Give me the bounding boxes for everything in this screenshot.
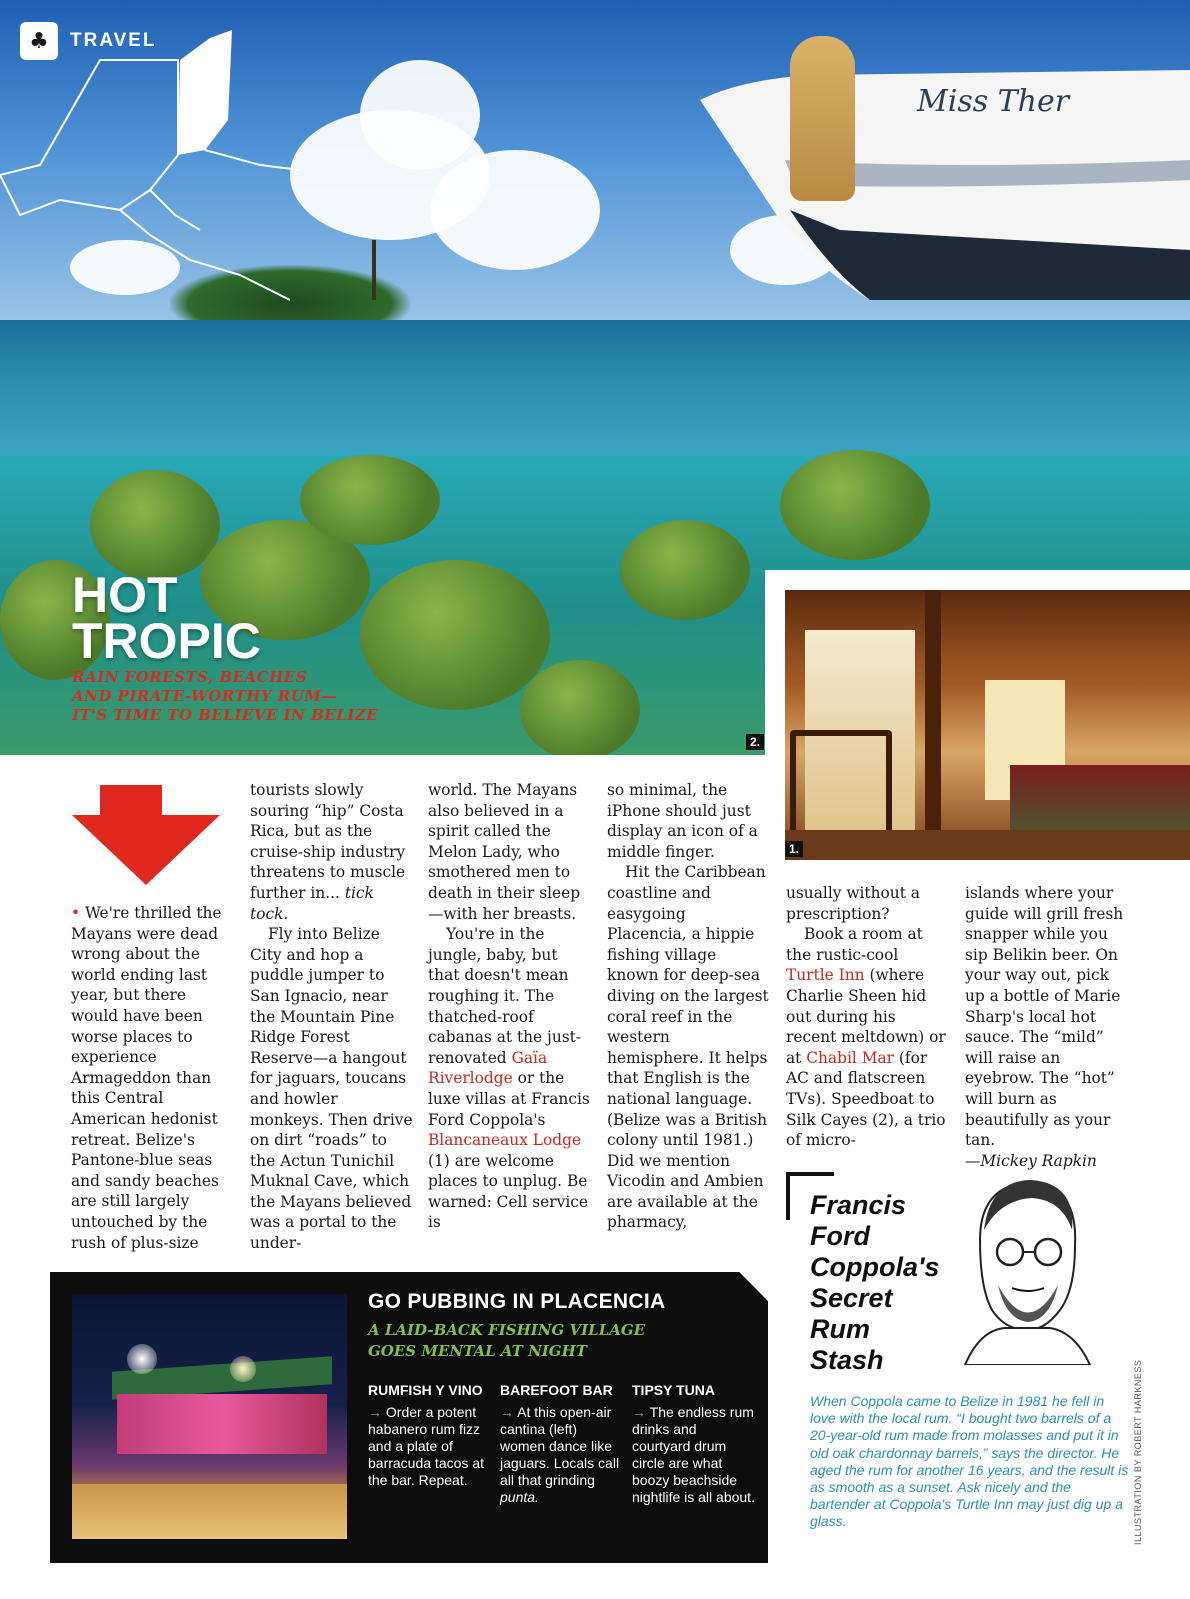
paragraph <box>428 924 590 1233</box>
paragraph-text: (1) are welcome places to unplug. Be warned: Cell service is <box>428 1151 588 1232</box>
pub-description <box>632 1404 757 1506</box>
cloud <box>360 60 480 170</box>
sidebar-bracket-top <box>786 1172 834 1176</box>
deck-line: AND PIRATE-WORTHY RUM— <box>72 687 337 705</box>
blancaneaux-lodge-link[interactable]: Blancaneaux Lodge <box>428 1131 582 1150</box>
byline-text: —Mickey Rapkin <box>965 1151 1097 1170</box>
pub-text: Order a potent habanero rum fizz and a plate of barracuda tacos at the bar. Repeat. <box>368 1404 484 1488</box>
paragraph: Fly into Belize City and hop a puddle jumper to San Ignacio, near the Mountain Pine Ridge Forest Reserve—a hangout for jaguars, toucans and howler monkeys. Then drive on dirt “roads” to the Actun Tunichil Muknal Cave, which the Mayans believed was a portal to the under- <box>250 925 413 1253</box>
bunny-logo-icon: ♣ <box>20 22 58 60</box>
article-title <box>72 567 261 669</box>
deck-line: IT'S TIME TO BELIEVE IN BELIZE <box>72 706 379 724</box>
coral <box>520 660 640 755</box>
photo-number: 2. <box>746 734 764 750</box>
pub-item-tipsy-tuna <box>632 1382 757 1506</box>
light-glow <box>127 1344 157 1374</box>
pub-item-barefoot <box>500 1382 625 1506</box>
article-column-5 <box>786 883 948 1151</box>
paragraph: so minimal, the iPhone should just display an icon of a middle finger. <box>607 781 758 861</box>
chabil-mar-link[interactable]: Chabil Mar <box>806 1048 895 1067</box>
pub-name: BAREFOOT BAR <box>500 1382 613 1398</box>
article-column-2 <box>250 780 415 1254</box>
palm-tree <box>372 240 376 300</box>
coral <box>300 455 440 545</box>
pub-text-italic: punta. <box>500 1489 539 1505</box>
title-line: Secret <box>810 1283 893 1313</box>
sidebar-text: When Coppola came to Belize in 1981 he fell in love with the local rum. “I bought two barrels of a 20-year-old rum made from molasses and put it in old oak chardonnay barrels,” says the director. He aged the rum for another 16 years, and the result is as smooth as a sunset. Ask nicely and the bartender at Coppola's Turtle Inn may just dig up a glass. <box>810 1393 1129 1530</box>
boat-name: Miss Ther <box>917 84 1070 119</box>
pub-box-subtitle <box>368 1320 645 1362</box>
pub-box-title: GO PUBBING IN PLACENCIA <box>368 1290 666 1313</box>
paragraph: Hit the Caribbean coastline and easygoing Placencia, a hippie fishing village known for deep-sea diving on the largest coral reef in the western hemisphere. It helps that English is the national language. (Belize was a British colony until 1981.) Did we mention Vicodin and Ambien are available at the pharmacy, <box>607 863 769 1232</box>
section-label: TRAVEL <box>70 30 157 51</box>
floor <box>785 830 1190 860</box>
paragraph <box>71 903 231 1253</box>
bar-lights <box>117 1394 327 1454</box>
sidebar-title <box>810 1190 939 1376</box>
cloud <box>430 150 600 270</box>
post <box>925 590 941 860</box>
paragraph: usually without a prescription? <box>786 884 920 923</box>
bullet-icon: • <box>71 904 85 922</box>
title-line: Stash <box>810 1345 884 1375</box>
arrow-right-icon: → <box>368 1404 382 1420</box>
illustration-credit: ILLUSTRATION BY ROBERT HARKNESS <box>1133 1359 1143 1545</box>
person-hair <box>790 36 855 201</box>
coral <box>360 560 550 710</box>
coppola-portrait-illustration <box>950 1170 1100 1365</box>
light-glow <box>230 1356 256 1382</box>
pub-name: TIPSY TUNA <box>632 1382 715 1398</box>
coral <box>620 520 750 620</box>
paragraph: islands where your guide will grill fresh snapper while you sip Belikin beer. On your way out, pick up a bottle of Marie Sharp's local hot sauce. The “mild” will raise an eyebrow. The “hot” will burn as beautifully as your tan. <box>965 884 1124 1150</box>
paragraph-italic: tick tock. <box>250 883 374 923</box>
sidebar-bracket <box>786 1172 790 1220</box>
title-line: Coppola's <box>810 1252 940 1282</box>
paragraph: world. The Mayans also believed in a spirit called the Melon Lady, who smothered men to death in their sleep—with her breasts. <box>428 781 581 923</box>
subtitle-line: GOES MENTAL AT NIGHT <box>368 1342 587 1360</box>
arrow-right-icon: → <box>632 1404 646 1420</box>
paragraph-text: tourists slowly souring “hip” Costa Rica, but as the cruise-ship industry threatens to muscle further in... <box>250 781 406 902</box>
title-line: HOT <box>72 567 178 623</box>
paragraph <box>250 780 415 924</box>
sand <box>72 1484 347 1539</box>
pub-description <box>500 1404 625 1506</box>
interior-photo <box>785 590 1190 860</box>
article-column-4 <box>607 780 769 1233</box>
barefoot-bar-photo <box>72 1294 347 1539</box>
title-line: TROPIC <box>72 613 261 669</box>
article-column-6 <box>965 883 1130 1171</box>
article-column-1 <box>71 903 231 1253</box>
title-line: Francis <box>810 1190 907 1220</box>
paragraph <box>786 924 948 1151</box>
pub-name: RUMFISH Y VINO <box>368 1382 483 1398</box>
title-line: Ford <box>810 1221 870 1251</box>
paragraph-text: We're thrilled the Mayans were dead wrong about the world ending last year, but there would have been worse places to experience Armageddon than this Central American hedonist retreat. Belize's Pantone-blue seas and sandy beaches are still largely untouched by the rush of plus-size <box>71 904 222 1252</box>
turtle-inn-link[interactable]: Turtle Inn <box>786 966 865 985</box>
article-column-3 <box>428 780 590 1233</box>
coral <box>780 450 930 560</box>
section-header <box>20 22 157 60</box>
subtitle-line: A LAID-BACK FISHING VILLAGE <box>368 1321 646 1339</box>
pub-text: The endless rum drinks and courtyard drum circle are what boozy beachside nightlife is all about. <box>632 1404 755 1505</box>
deck-line: RAIN FORESTS, BEACHES <box>72 668 308 686</box>
photo-number: 1. <box>785 841 803 857</box>
pub-text: At this open-air cantina (left) women dance like jaguars. Locals call all that grinding <box>500 1404 620 1488</box>
pub-description <box>368 1404 493 1489</box>
coral <box>90 470 220 580</box>
gaia-riverlodge-link[interactable]: Gaïa Riverlodge <box>428 1048 548 1088</box>
arrow-down-icon-head <box>72 815 220 885</box>
paragraph-text: (for AC and flatscreen TVs). Speedboat to Silk Cayes (2), a trio of micro- <box>786 1048 946 1150</box>
arrow-right-icon: → <box>500 1404 514 1420</box>
article-deck <box>72 668 378 725</box>
boat <box>700 40 1190 310</box>
title-line: Rum <box>810 1314 870 1344</box>
sea-surface <box>0 320 1190 460</box>
paragraph-text: You're in the jungle, baby, but that doesn't mean roughing it. The thatched-roof cabanas at the just-renovated <box>428 925 582 1067</box>
pub-item-rumfish <box>368 1382 493 1489</box>
paragraph-text: Book a room at the rustic-cool <box>786 925 923 964</box>
byline <box>965 1151 1130 1172</box>
paragraph-text: or the luxe villas at Francis Ford Coppola's <box>428 1069 590 1129</box>
paragraph-text: (where Charlie Sheen hid out during his recent meltdown) or at <box>786 966 946 1067</box>
